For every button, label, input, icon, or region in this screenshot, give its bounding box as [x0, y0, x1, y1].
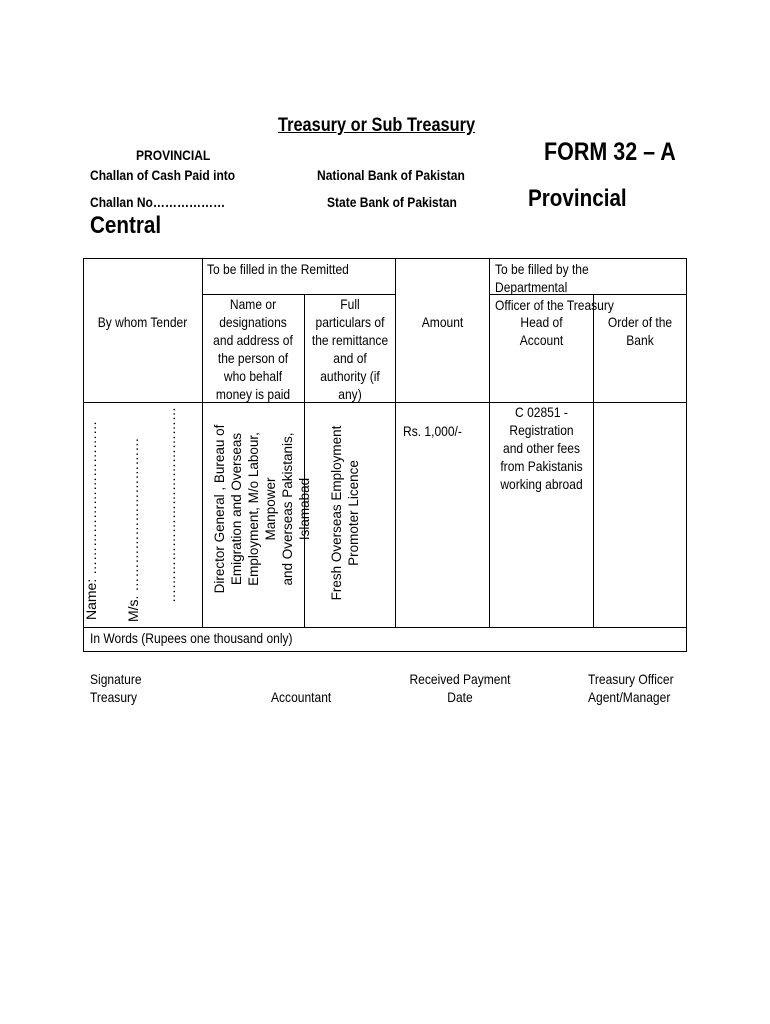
table-divider [83, 627, 687, 628]
challan-number-field: Challan No……………… [90, 194, 226, 210]
order-of-bank-header: Order of the Bank [607, 314, 673, 348]
by-whom-header: By whom Tender [97, 314, 188, 330]
remitted-header: To be filled in the Remitted [207, 261, 349, 277]
amount-header: Amount [421, 314, 464, 330]
licence-particulars: Fresh Overseas Employment Promoter Licence [329, 425, 361, 601]
amount-value: Rs. 1,000/- [403, 423, 462, 439]
director-general-address: Director General , Bureau of Emigration and Overseas Employment, M/o Labour, Manpower and Overseas Pakistanis, Islamabad [212, 424, 312, 594]
in-words-row: In Words (Rupees one thousand only) [90, 630, 293, 646]
provincial-heading: Provincial [528, 185, 627, 212]
departmental-header: To be filled by the Departmental Officer of the Treasury [495, 261, 614, 313]
received-payment-date: Received Payment Date [409, 671, 511, 705]
dots-field: …………………………………… [162, 407, 178, 603]
form-number: FORM 32 – A [544, 138, 676, 166]
signature-treasury: Signature Treasury [90, 671, 142, 705]
state-bank-label: State Bank of Pakistan [327, 194, 457, 210]
table-border-right [686, 258, 687, 651]
particulars-header: Full particulars of the remittance and of authority (if any) [311, 296, 389, 402]
treasury-officer-agent: Treasury Officer Agent/Manager [588, 671, 674, 705]
page-title: Treasury or Sub Treasury [278, 115, 476, 136]
challan-cash-label: Challan of Cash Paid into [90, 167, 236, 183]
accountant-label: Accountant [271, 689, 332, 705]
table-border-bottom [83, 651, 687, 652]
name-field: Name: …………………………… [83, 420, 99, 620]
central-heading: Central [90, 212, 162, 239]
provincial-label: PROVINCIAL [136, 147, 211, 163]
ms-field: M/s. …………………………… [125, 437, 141, 622]
national-bank-label: National Bank of Pakistan [317, 167, 465, 183]
name-designation-header: Name or designations and address of the person of who behalf money is paid [213, 296, 293, 402]
head-of-account-value: C 02851 - Registration and other fees from Pakistanis working abroad [500, 404, 583, 492]
table-border-top [83, 258, 687, 259]
head-of-account-header: Head of Account [519, 314, 564, 348]
